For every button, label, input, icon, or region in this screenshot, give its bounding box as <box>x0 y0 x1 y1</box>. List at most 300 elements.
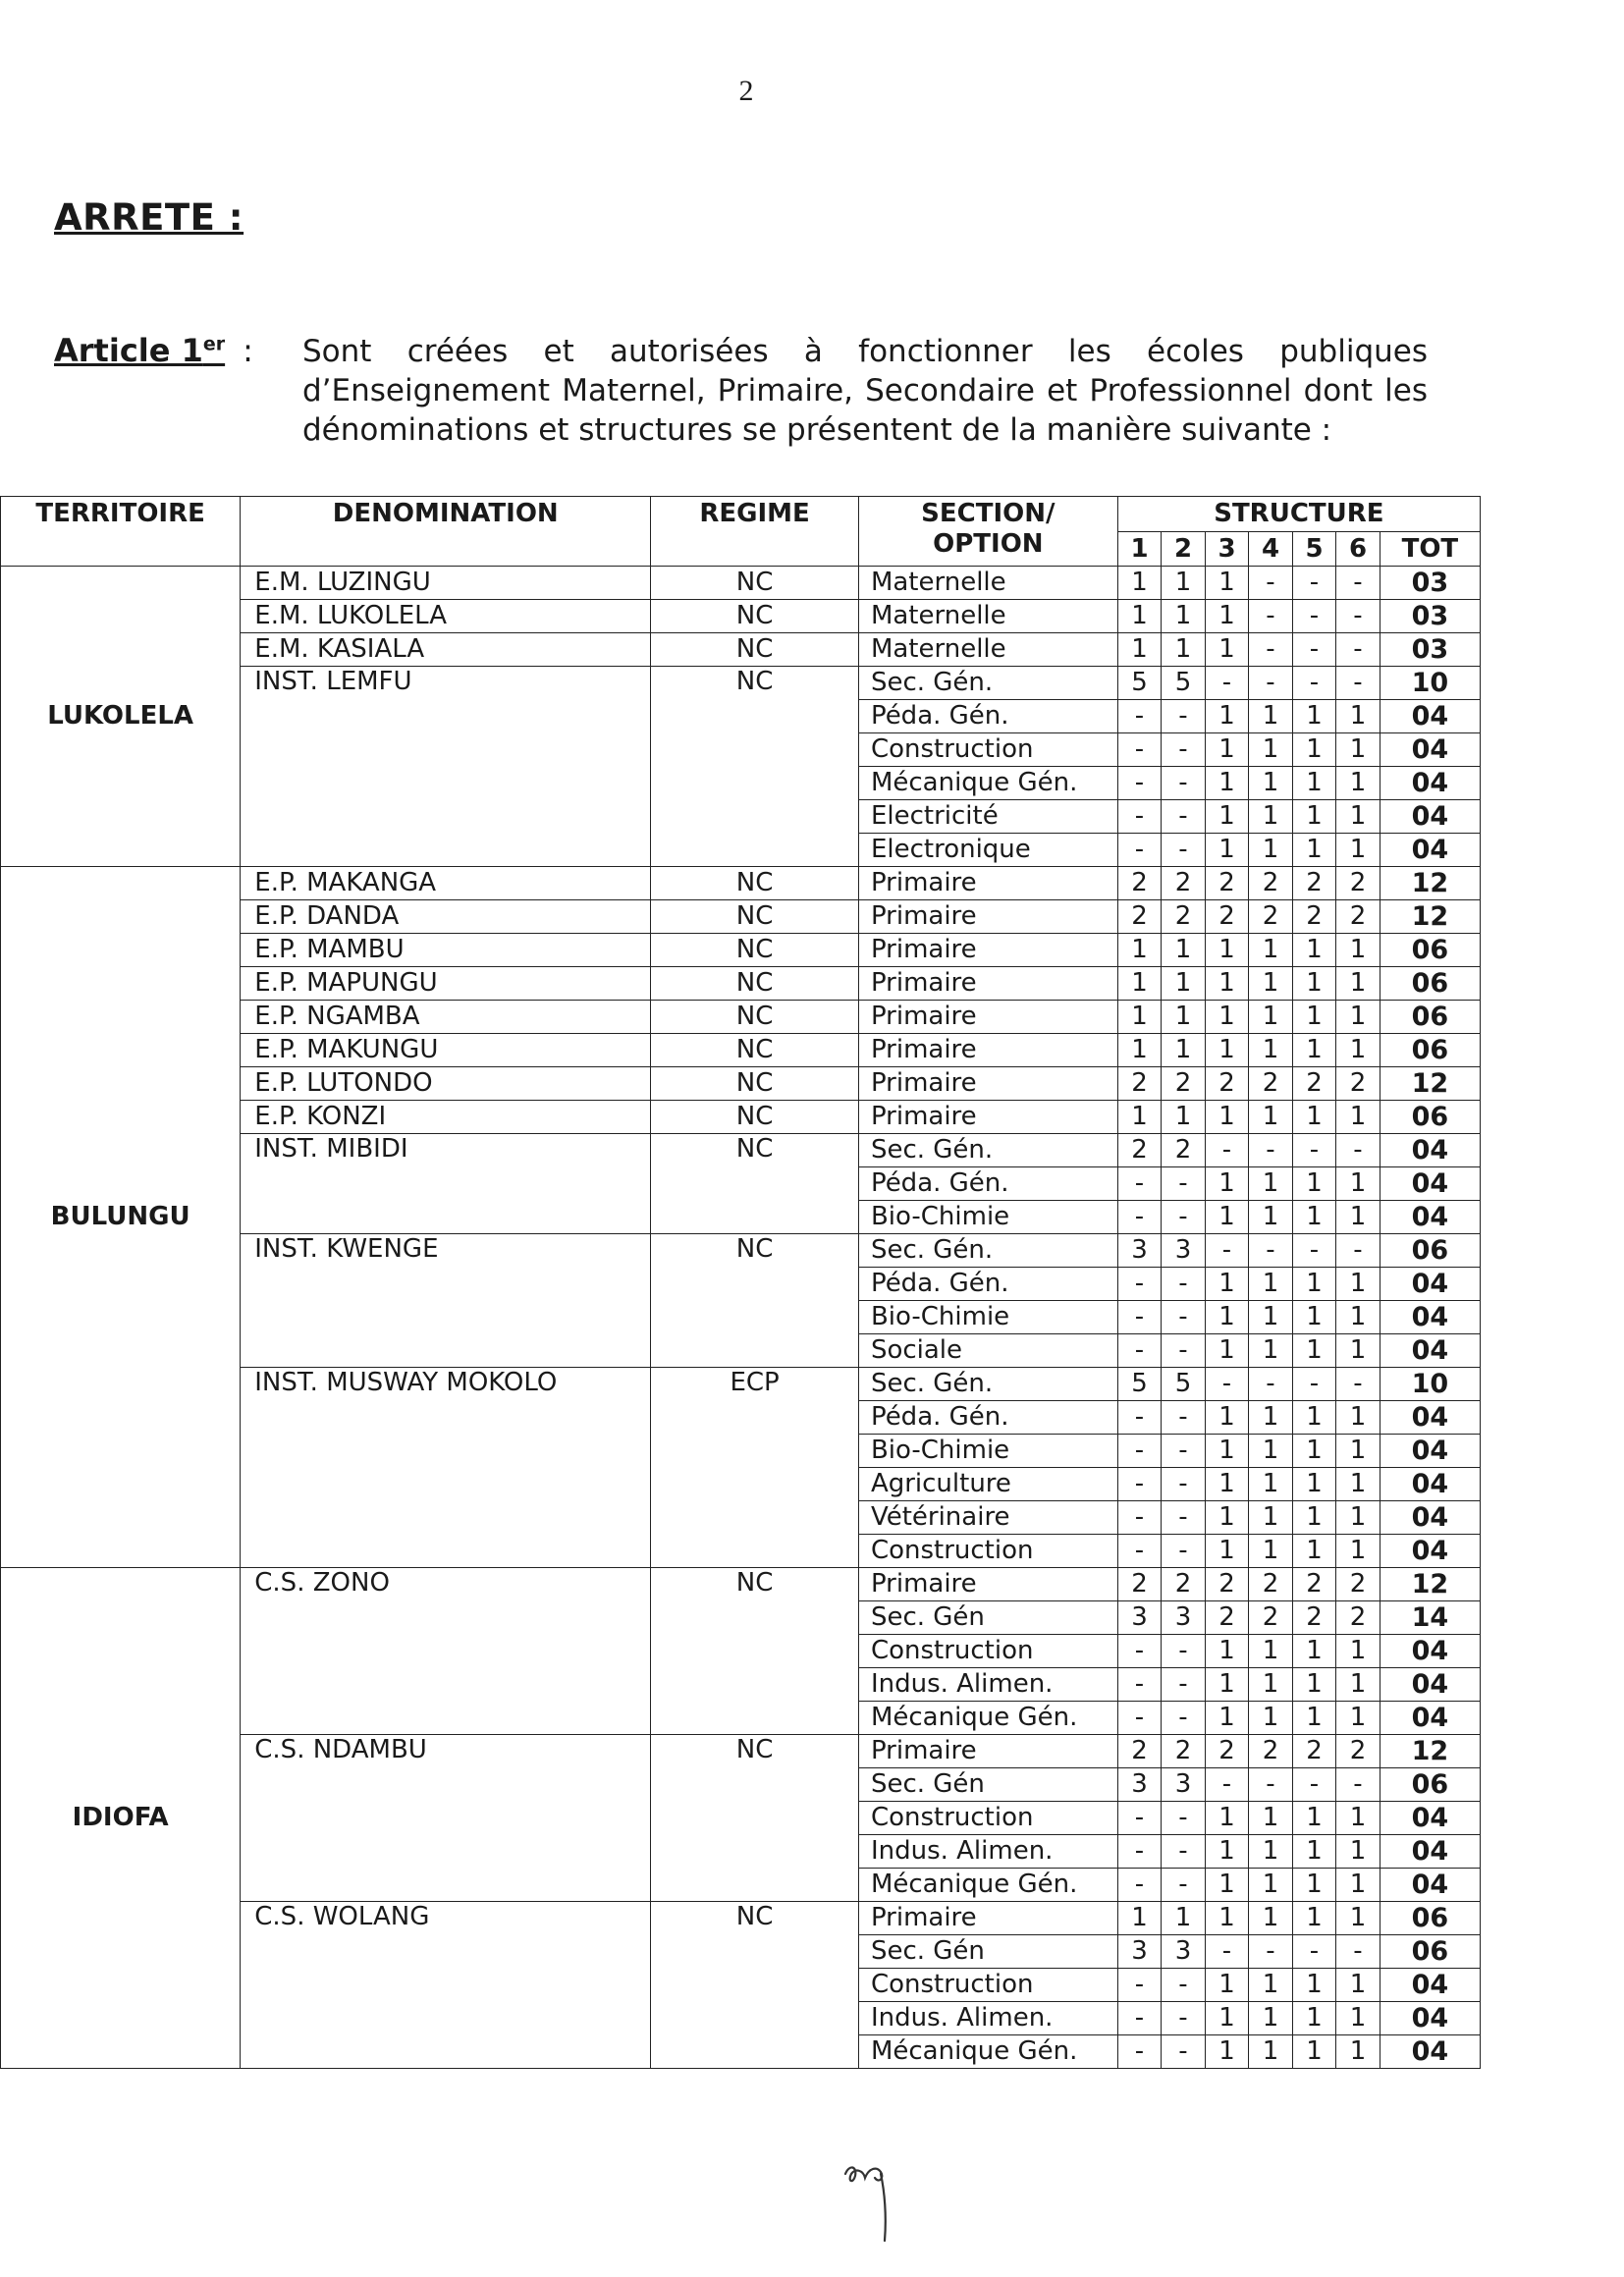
total-cell: 06 <box>1380 1935 1480 1969</box>
structure-year-cell: 1 <box>1249 1535 1293 1568</box>
structure-year-cell: - <box>1117 1301 1162 1334</box>
total-cell: 04 <box>1380 1301 1480 1334</box>
structure-year-cell: 1 <box>1249 1902 1293 1935</box>
structure-year-cell: 1 <box>1117 567 1162 600</box>
option-cell: Sec. Gén <box>858 1935 1117 1969</box>
structure-year-cell: 1 <box>1205 767 1249 800</box>
structure-year-cell: - <box>1249 1768 1293 1802</box>
structure-year-cell: - <box>1117 1635 1162 1668</box>
total-cell: 04 <box>1380 1167 1480 1201</box>
structure-year-cell: 5 <box>1117 1368 1162 1401</box>
structure-year-cell: 1 <box>1249 1334 1293 1368</box>
structure-year-cell: 2 <box>1249 1735 1293 1768</box>
table-row <box>1 867 1481 900</box>
structure-year-cell: 1 <box>1292 1334 1336 1368</box>
structure-year-cell: - <box>1162 1969 1206 2002</box>
total-cell: 06 <box>1380 1768 1480 1802</box>
structure-year-cell: - <box>1117 1435 1162 1468</box>
header-year: 1 <box>1117 532 1162 567</box>
structure-year-cell: 1 <box>1336 1702 1380 1735</box>
structure-year-cell: 1 <box>1205 1635 1249 1668</box>
structure-year-cell: 1 <box>1205 1969 1249 2002</box>
option-cell: Construction <box>858 733 1117 767</box>
header-year: 5 <box>1292 532 1336 567</box>
structure-year-cell: 1 <box>1249 1268 1293 1301</box>
regime-cell: NC <box>651 567 859 600</box>
header-territoire: TERRITOIRE <box>1 497 241 567</box>
structure-year-cell: 1 <box>1249 1635 1293 1668</box>
structure-year-cell: - <box>1162 1201 1206 1234</box>
structure-year-cell: 1 <box>1205 1835 1249 1869</box>
structure-year-cell: 1 <box>1249 1101 1293 1134</box>
option-cell: Bio-Chimie <box>858 1301 1117 1334</box>
structure-year-cell: 3 <box>1162 1935 1206 1969</box>
structure-year-cell: 1 <box>1336 1869 1380 1902</box>
structure-year-cell: 1 <box>1205 834 1249 867</box>
option-cell: Sociale <box>858 1334 1117 1368</box>
structure-year-cell: 1 <box>1162 967 1206 1001</box>
structure-year-cell: 1 <box>1292 1902 1336 1935</box>
structure-year-cell: 1 <box>1249 700 1293 733</box>
structure-year-cell: - <box>1249 567 1293 600</box>
structure-year-cell: 2 <box>1336 900 1380 934</box>
option-cell: Péda. Gén. <box>858 700 1117 733</box>
article-text: Sont créées et autorisées à fonctionner les écoles publiques d’Enseignement Maternel, Primaire, Secondaire et Professionnel dont les dénominations et structures se présentent de la manière suivante : <box>302 334 1428 448</box>
structure-year-cell: 1 <box>1249 1802 1293 1835</box>
structure-year-cell: 1 <box>1292 1435 1336 1468</box>
structure-year-cell: 1 <box>1292 1268 1336 1301</box>
structure-year-cell: 1 <box>1336 1301 1380 1334</box>
structure-year-cell: 1 <box>1292 2035 1336 2069</box>
structure-year-cell: 1 <box>1249 1969 1293 2002</box>
structure-year-cell: 5 <box>1117 667 1162 700</box>
structure-year-cell: 1 <box>1336 1201 1380 1234</box>
option-cell: Mécanique Gén. <box>858 1869 1117 1902</box>
structure-year-cell: 1 <box>1205 934 1249 967</box>
option-cell: Vétérinaire <box>858 1501 1117 1535</box>
structure-year-cell: 2 <box>1292 1568 1336 1601</box>
structure-year-cell: 1 <box>1162 1034 1206 1067</box>
total-cell: 04 <box>1380 1802 1480 1835</box>
total-cell: 03 <box>1380 600 1480 633</box>
structure-year-cell: 1 <box>1292 1969 1336 2002</box>
total-cell: 06 <box>1380 1001 1480 1034</box>
structure-year-cell: 1 <box>1336 1802 1380 1835</box>
structure-year-cell: - <box>1292 600 1336 633</box>
structure-year-cell: 1 <box>1292 767 1336 800</box>
structure-year-cell: 1 <box>1205 1201 1249 1234</box>
school-name-cell: E.P. MAKANGA <box>241 867 651 900</box>
option-cell: Primaire <box>858 1101 1117 1134</box>
total-cell: 04 <box>1380 1702 1480 1735</box>
structure-year-cell: 1 <box>1336 1167 1380 1201</box>
structure-year-cell: 1 <box>1249 1001 1293 1034</box>
structure-year-cell: 1 <box>1205 1301 1249 1334</box>
structure-year-cell: 1 <box>1292 1001 1336 1034</box>
option-cell: Construction <box>858 1802 1117 1835</box>
schools-table-body <box>1 567 1481 2069</box>
structure-year-cell: 1 <box>1292 2002 1336 2035</box>
option-cell: Sec. Gén. <box>858 1368 1117 1401</box>
territory-cell: LUKOLELA <box>1 567 241 867</box>
structure-year-cell: 1 <box>1249 1167 1293 1201</box>
structure-year-cell: - <box>1117 800 1162 834</box>
structure-year-cell: - <box>1292 1768 1336 1802</box>
structure-year-cell: 1 <box>1205 800 1249 834</box>
structure-year-cell: 2 <box>1292 1735 1336 1768</box>
structure-year-cell: 1 <box>1292 1034 1336 1067</box>
structure-year-cell: 1 <box>1336 1268 1380 1301</box>
structure-year-cell: - <box>1162 1334 1206 1368</box>
total-cell: 06 <box>1380 1234 1480 1268</box>
structure-year-cell: 2 <box>1292 1601 1336 1635</box>
option-cell: Péda. Gén. <box>858 1167 1117 1201</box>
option-cell: Péda. Gén. <box>858 1401 1117 1435</box>
article-separator: : <box>243 332 253 369</box>
structure-year-cell: - <box>1117 1167 1162 1201</box>
structure-year-cell: 2 <box>1162 867 1206 900</box>
regime-cell: NC <box>651 1234 859 1368</box>
structure-year-cell: 1 <box>1292 1468 1336 1501</box>
structure-year-cell: 1 <box>1292 1869 1336 1902</box>
school-name-cell: INST. MIBIDI <box>241 1134 651 1234</box>
structure-year-cell: - <box>1249 600 1293 633</box>
school-name-cell: E.M. LUKOLELA <box>241 600 651 633</box>
school-name-cell: INST. KWENGE <box>241 1234 651 1368</box>
structure-year-cell: - <box>1117 1869 1162 1902</box>
regime-cell: NC <box>651 1101 859 1134</box>
structure-year-cell: 1 <box>1292 1802 1336 1835</box>
structure-year-cell: 1 <box>1292 967 1336 1001</box>
structure-year-cell: 1 <box>1205 567 1249 600</box>
structure-year-cell: 1 <box>1162 1101 1206 1134</box>
structure-year-cell: 1 <box>1205 700 1249 733</box>
article-label <box>54 332 253 369</box>
total-cell: 12 <box>1380 1067 1480 1101</box>
structure-year-cell: 3 <box>1117 1768 1162 1802</box>
structure-year-cell: 2 <box>1336 1735 1380 1768</box>
total-cell: 10 <box>1380 1368 1480 1401</box>
structure-year-cell: 1 <box>1162 633 1206 667</box>
school-name-cell: E.P. MAKUNGU <box>241 1034 651 1067</box>
header-year: 6 <box>1336 532 1380 567</box>
option-cell: Primaire <box>858 967 1117 1001</box>
option-cell: Primaire <box>858 1568 1117 1601</box>
structure-year-cell: 1 <box>1336 1001 1380 1034</box>
total-cell: 04 <box>1380 800 1480 834</box>
total-cell: 04 <box>1380 767 1480 800</box>
schools-table <box>0 496 1481 2069</box>
structure-year-cell: 1 <box>1292 1501 1336 1535</box>
structure-year-cell: 1 <box>1292 700 1336 733</box>
total-cell: 04 <box>1380 1869 1480 1902</box>
structure-year-cell: 1 <box>1249 733 1293 767</box>
structure-year-cell: - <box>1162 1835 1206 1869</box>
structure-year-cell: 1 <box>1249 934 1293 967</box>
article-label-text <box>54 332 225 369</box>
structure-year-cell: 2 <box>1292 867 1336 900</box>
regime-cell: NC <box>651 934 859 967</box>
handwritten-initials <box>839 2162 898 2250</box>
structure-year-cell: - <box>1292 1234 1336 1268</box>
structure-year-cell: - <box>1162 1268 1206 1301</box>
structure-year-cell: 2 <box>1292 900 1336 934</box>
structure-year-cell: 2 <box>1162 1568 1206 1601</box>
total-cell: 14 <box>1380 1601 1480 1635</box>
option-cell: Indus. Alimen. <box>858 1835 1117 1869</box>
structure-year-cell: 1 <box>1336 1535 1380 1568</box>
structure-year-cell: 2 <box>1336 1601 1380 1635</box>
structure-year-cell: - <box>1336 1768 1380 1802</box>
article-number: Article 1 <box>54 332 203 369</box>
structure-year-cell: 1 <box>1162 567 1206 600</box>
structure-year-cell: - <box>1292 1134 1336 1167</box>
structure-year-cell: 1 <box>1292 733 1336 767</box>
structure-year-cell: 1 <box>1249 1668 1293 1702</box>
school-name-cell: E.P. KONZI <box>241 1101 651 1134</box>
structure-year-cell: 2 <box>1336 1568 1380 1601</box>
structure-year-cell: 1 <box>1249 1869 1293 1902</box>
structure-year-cell: 1 <box>1249 1435 1293 1468</box>
structure-year-cell: - <box>1162 1401 1206 1435</box>
structure-year-cell: - <box>1249 633 1293 667</box>
structure-year-cell: 2 <box>1162 1134 1206 1167</box>
structure-year-cell: 1 <box>1205 633 1249 667</box>
structure-year-cell: 1 <box>1336 1969 1380 2002</box>
structure-year-cell: - <box>1162 1435 1206 1468</box>
structure-year-cell: - <box>1162 800 1206 834</box>
structure-year-cell: 1 <box>1292 934 1336 967</box>
school-name-cell: INST. MUSWAY MOKOLO <box>241 1368 651 1568</box>
structure-year-cell: - <box>1162 1802 1206 1835</box>
structure-year-cell: 1 <box>1249 1201 1293 1234</box>
school-name-cell: E.P. MAMBU <box>241 934 651 967</box>
page-number: 2 <box>738 75 754 107</box>
structure-year-cell: 1 <box>1162 1001 1206 1034</box>
option-cell: Primaire <box>858 1034 1117 1067</box>
structure-year-cell: 1 <box>1336 934 1380 967</box>
structure-year-cell: 1 <box>1292 1702 1336 1735</box>
regime-cell: NC <box>651 1134 859 1234</box>
regime-cell: NC <box>651 1568 859 1735</box>
structure-year-cell: 1 <box>1205 1034 1249 1067</box>
structure-year-cell: - <box>1205 1768 1249 1802</box>
structure-year-cell: 2 <box>1249 867 1293 900</box>
structure-year-cell: 1 <box>1162 934 1206 967</box>
total-cell: 06 <box>1380 1034 1480 1067</box>
structure-year-cell: 1 <box>1249 800 1293 834</box>
structure-year-cell: - <box>1336 1935 1380 1969</box>
structure-year-cell: 2 <box>1117 1134 1162 1167</box>
structure-year-cell: 1 <box>1336 1835 1380 1869</box>
regime-cell: NC <box>651 1067 859 1101</box>
structure-year-cell: 1 <box>1292 1201 1336 1234</box>
structure-year-cell: - <box>1336 1134 1380 1167</box>
structure-year-cell: 1 <box>1336 1101 1380 1134</box>
structure-year-cell: - <box>1336 567 1380 600</box>
structure-year-cell: 1 <box>1117 600 1162 633</box>
structure-year-cell: - <box>1205 667 1249 700</box>
structure-year-cell: 1 <box>1205 1668 1249 1702</box>
structure-year-cell: 2 <box>1249 1601 1293 1635</box>
option-cell: Maternelle <box>858 633 1117 667</box>
school-name-cell: C.S. WOLANG <box>241 1902 651 2069</box>
structure-year-cell: - <box>1117 767 1162 800</box>
total-cell: 12 <box>1380 1568 1480 1601</box>
structure-year-cell: 2 <box>1205 1568 1249 1601</box>
header-regime: REGIME <box>651 497 859 567</box>
structure-year-cell: 1 <box>1205 1167 1249 1201</box>
regime-cell: NC <box>651 1735 859 1902</box>
structure-year-cell: 2 <box>1117 867 1162 900</box>
option-cell: Sec. Gén <box>858 1601 1117 1635</box>
structure-year-cell: - <box>1117 2002 1162 2035</box>
structure-year-cell: 2 <box>1117 900 1162 934</box>
total-cell: 12 <box>1380 867 1480 900</box>
structure-year-cell: 1 <box>1249 2002 1293 2035</box>
structure-year-cell: 1 <box>1205 600 1249 633</box>
total-cell: 04 <box>1380 1501 1480 1535</box>
option-cell: Indus. Alimen. <box>858 2002 1117 2035</box>
structure-year-cell: - <box>1249 1935 1293 1969</box>
structure-year-cell: - <box>1117 1334 1162 1368</box>
structure-year-cell: 1 <box>1336 1902 1380 1935</box>
total-cell: 06 <box>1380 1902 1480 1935</box>
option-cell: Construction <box>858 1535 1117 1568</box>
structure-year-cell: 1 <box>1117 1034 1162 1067</box>
structure-year-cell: 2 <box>1205 1735 1249 1768</box>
structure-year-cell: 1 <box>1249 1034 1293 1067</box>
option-cell: Péda. Gén. <box>858 1268 1117 1301</box>
structure-year-cell: 2 <box>1205 1067 1249 1101</box>
structure-year-cell: - <box>1249 667 1293 700</box>
structure-year-cell: - <box>1249 1368 1293 1401</box>
total-cell: 06 <box>1380 934 1480 967</box>
structure-year-cell: - <box>1205 1134 1249 1167</box>
total-cell: 04 <box>1380 700 1480 733</box>
structure-year-cell: 3 <box>1162 1234 1206 1268</box>
school-name-cell: E.P. DANDA <box>241 900 651 934</box>
structure-year-cell: 1 <box>1205 1702 1249 1735</box>
structure-year-cell: 1 <box>1336 1501 1380 1535</box>
structure-year-cell: - <box>1117 1501 1162 1535</box>
structure-year-cell: 1 <box>1205 967 1249 1001</box>
structure-year-cell: 1 <box>1336 733 1380 767</box>
total-cell: 03 <box>1380 633 1480 667</box>
structure-year-cell: - <box>1117 733 1162 767</box>
option-cell: Mécanique Gén. <box>858 2035 1117 2069</box>
structure-year-cell: 1 <box>1117 1101 1162 1134</box>
total-cell: 03 <box>1380 567 1480 600</box>
structure-year-cell: 2 <box>1162 1067 1206 1101</box>
structure-year-cell: 1 <box>1205 1902 1249 1935</box>
structure-year-cell: - <box>1336 600 1380 633</box>
option-cell: Primaire <box>858 1735 1117 1768</box>
option-cell: Construction <box>858 1635 1117 1668</box>
total-cell: 04 <box>1380 1668 1480 1702</box>
structure-year-cell: - <box>1162 2035 1206 2069</box>
option-cell: Maternelle <box>858 567 1117 600</box>
structure-year-cell: 1 <box>1336 1435 1380 1468</box>
structure-year-cell: 1 <box>1292 1668 1336 1702</box>
structure-year-cell: 1 <box>1249 1468 1293 1501</box>
total-cell: 04 <box>1380 1435 1480 1468</box>
structure-year-cell: 1 <box>1249 967 1293 1001</box>
total-cell: 04 <box>1380 2035 1480 2069</box>
structure-year-cell: 1 <box>1336 767 1380 800</box>
structure-year-cell: - <box>1117 1201 1162 1234</box>
structure-year-cell: 3 <box>1162 1768 1206 1802</box>
structure-year-cell: 1 <box>1205 2035 1249 2069</box>
total-cell: 04 <box>1380 2002 1480 2035</box>
option-cell: Construction <box>858 1969 1117 2002</box>
structure-year-cell: - <box>1162 733 1206 767</box>
structure-year-cell: 1 <box>1292 1835 1336 1869</box>
total-cell: 04 <box>1380 1268 1480 1301</box>
structure-year-cell: - <box>1117 834 1162 867</box>
structure-year-cell: 1 <box>1336 1034 1380 1067</box>
structure-year-cell: 1 <box>1292 1301 1336 1334</box>
header-section: SECTION/ <box>921 499 1056 528</box>
regime-cell: NC <box>651 967 859 1001</box>
total-cell: 06 <box>1380 967 1480 1001</box>
school-name-cell: E.P. NGAMBA <box>241 1001 651 1034</box>
structure-year-cell: 1 <box>1336 1334 1380 1368</box>
total-cell: 04 <box>1380 1334 1480 1368</box>
header-year: 2 <box>1162 532 1206 567</box>
structure-year-cell: - <box>1205 1368 1249 1401</box>
structure-year-cell: - <box>1117 1668 1162 1702</box>
header-year: 3 <box>1205 532 1249 567</box>
structure-year-cell: 2 <box>1336 867 1380 900</box>
option-cell: Sec. Gén <box>858 1768 1117 1802</box>
option-cell: Primaire <box>858 867 1117 900</box>
structure-year-cell: - <box>1162 1635 1206 1668</box>
structure-year-cell: - <box>1162 1468 1206 1501</box>
structure-year-cell: 1 <box>1249 1401 1293 1435</box>
structure-year-cell: 1 <box>1249 1301 1293 1334</box>
structure-year-cell: 1 <box>1249 834 1293 867</box>
structure-year-cell: 1 <box>1336 1635 1380 1668</box>
structure-year-cell: - <box>1162 1535 1206 1568</box>
structure-year-cell: 1 <box>1249 1702 1293 1735</box>
header-option: OPTION <box>933 529 1044 559</box>
structure-year-cell: 1 <box>1336 1401 1380 1435</box>
structure-year-cell: 1 <box>1292 1167 1336 1201</box>
regime-cell: NC <box>651 600 859 633</box>
structure-year-cell: - <box>1292 667 1336 700</box>
structure-year-cell: - <box>1292 567 1336 600</box>
header-denomination: DENOMINATION <box>241 497 651 567</box>
regime-cell: ECP <box>651 1368 859 1568</box>
regime-cell: NC <box>651 900 859 934</box>
structure-year-cell: - <box>1336 633 1380 667</box>
option-cell: Primaire <box>858 1902 1117 1935</box>
structure-year-cell: - <box>1336 1368 1380 1401</box>
structure-year-cell: - <box>1117 1702 1162 1735</box>
total-cell: 10 <box>1380 667 1480 700</box>
regime-cell: NC <box>651 867 859 900</box>
structure-year-cell: 3 <box>1117 1601 1162 1635</box>
option-cell: Bio-Chimie <box>858 1435 1117 1468</box>
structure-year-cell: 1 <box>1205 1435 1249 1468</box>
structure-year-cell: 1 <box>1162 1902 1206 1935</box>
structure-year-cell: 1 <box>1249 1835 1293 1869</box>
structure-year-cell: 5 <box>1162 1368 1206 1401</box>
option-cell: Electronique <box>858 834 1117 867</box>
structure-year-cell: 2 <box>1162 1735 1206 1768</box>
structure-year-cell: 2 <box>1162 900 1206 934</box>
